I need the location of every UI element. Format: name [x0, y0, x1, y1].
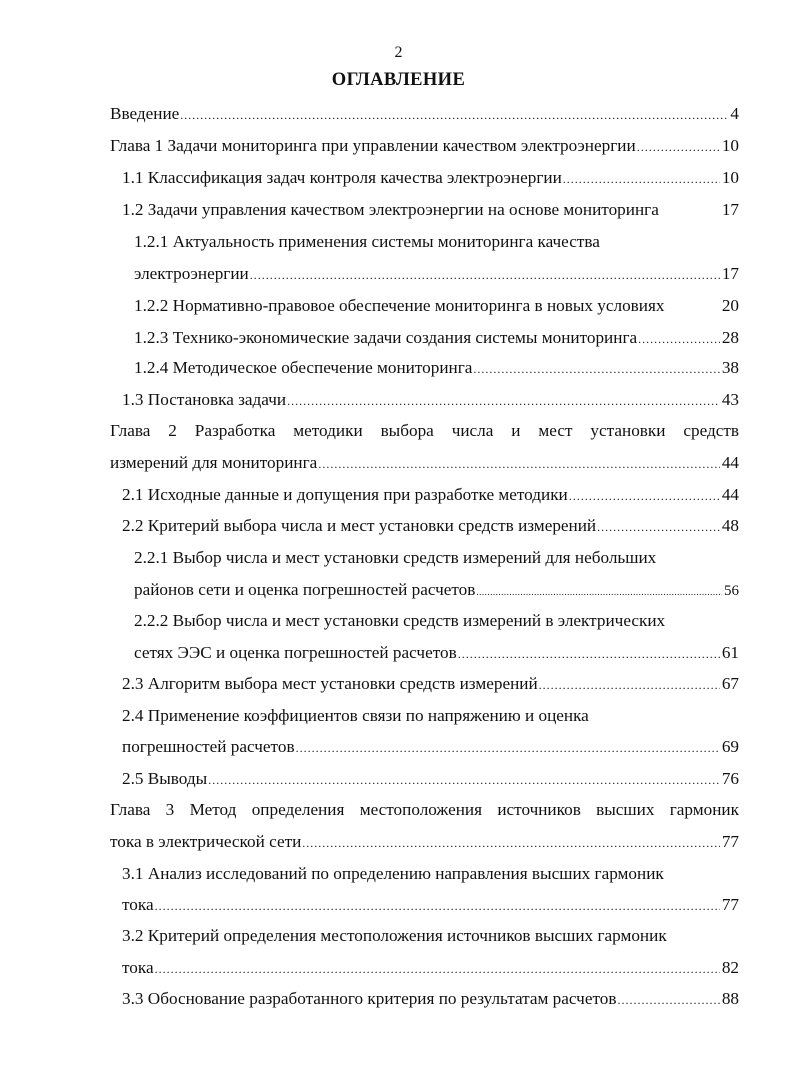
toc-entry-page: 10: [721, 136, 739, 155]
toc-entry-1-2-4[interactable]: [134, 355, 739, 381]
dot-leader: [539, 672, 720, 698]
toc-entry-page: 77: [721, 832, 739, 851]
toc-entry-title: 2.2.1 Выбор числа и мест установки средств измерений для небольших: [134, 548, 657, 567]
toc-entry-title: Глава 3 Метод определения местоположения источников высших гармоник: [110, 800, 739, 819]
toc-entry-page: 44: [721, 453, 739, 472]
toc-entry-1-2-2[interactable]: [134, 293, 739, 319]
toc-entry-title-cont: сетях ЭЭС и оценка погрешностей расчетов: [134, 643, 457, 662]
toc-entry-title: 3.1 Анализ исследований по определению направления высших гармоник: [122, 864, 664, 883]
toc-entry-2-1[interactable]: [122, 482, 739, 508]
toc-entry-title: 2.5 Выводы: [122, 769, 208, 788]
dot-leader: [302, 830, 720, 856]
dot-leader: [473, 356, 719, 382]
toc-entry-page: 61: [721, 643, 739, 662]
toc-entry-title: 1.1 Классификация задач контроля качества электроэнергии: [122, 168, 562, 187]
toc-entry-page: 88: [721, 989, 739, 1008]
toc-entry-chapter-3-cont[interactable]: [110, 829, 739, 855]
toc-entry-page: 48: [721, 516, 739, 535]
dot-leader: [287, 388, 720, 414]
dot-leader: [476, 579, 722, 605]
toc-entry-page: 17: [721, 264, 739, 283]
toc-entry-page: 77: [721, 895, 739, 914]
toc-entry-title-cont: тока в электрической сети: [110, 832, 302, 851]
toc-entry-1-3[interactable]: [122, 387, 739, 413]
toc-entry-2-4-cont[interactable]: [122, 734, 739, 760]
toc-entry-page: 10: [721, 168, 739, 187]
dot-leader: [155, 893, 720, 919]
toc-entry-title: 2.3 Алгоритм выбора мест установки средств измерений: [122, 674, 538, 693]
dot-leader: [638, 326, 720, 352]
toc-entry-2-2-2-cont[interactable]: [134, 640, 739, 666]
toc-entry-3-1[interactable]: [122, 861, 739, 887]
toc-entry-title: 1.2.1 Актуальность применения системы мониторинга качества: [134, 232, 600, 251]
toc-entry-page: 69: [721, 737, 739, 756]
toc-entry-title: 3.2 Критерий определения местоположения источников высших гармоник: [122, 926, 667, 945]
toc-entry-title: 2.4 Применение коэффициентов связи по напряжению и оценка: [122, 706, 589, 725]
toc-entry-3-2-cont[interactable]: [122, 955, 739, 981]
toc-entry-chapter-3[interactable]: [110, 797, 739, 823]
toc-entry-2-2[interactable]: [122, 513, 739, 539]
toc-entry-title: Введение: [110, 104, 180, 123]
toc-entry-2-2-1-cont[interactable]: [134, 577, 739, 603]
toc-entry-3-3[interactable]: [122, 986, 739, 1012]
dot-leader: [617, 987, 719, 1013]
page-title: ОГЛАВЛЕНИЕ: [331, 70, 466, 90]
toc-entry-page: 43: [721, 390, 739, 409]
dot-leader: [458, 641, 720, 667]
toc-entry-page: 67: [721, 674, 739, 693]
toc-entry-page: 38: [721, 358, 739, 377]
toc-entry-page: 28: [721, 328, 739, 347]
toc-entry-3-2[interactable]: [122, 923, 739, 949]
toc-entry-page: 56: [724, 583, 739, 599]
toc-entry-page: 20: [721, 296, 739, 315]
toc-entry-1-2-1-cont[interactable]: [134, 261, 739, 287]
dot-leader: [296, 735, 720, 761]
toc-entry-title-cont: электроэнергии: [134, 264, 249, 283]
toc-entry-title: 1.2.2 Нормативно-правовое обеспечение мониторинга в новых условиях: [134, 296, 665, 315]
dot-leader: [637, 134, 720, 160]
toc-entry-title: 2.1 Исходные данные и допущения при разработке методики: [122, 485, 568, 504]
page-number: 2: [394, 44, 403, 61]
toc-entry-title-cont: тока: [122, 895, 154, 914]
toc-entry-2-2-2[interactable]: [134, 608, 739, 634]
dot-leader: [155, 956, 720, 982]
dot-leader: [180, 102, 728, 128]
toc-entry-2-4[interactable]: [122, 703, 739, 729]
toc-entry-title-cont: районов сети и оценка погрешностей расчетов: [134, 580, 476, 599]
toc-entry-title: Глава 2 Разработка методики выбора числа и мест установки средств: [110, 421, 739, 440]
dot-leader: [563, 166, 720, 192]
dot-leader: [208, 767, 720, 793]
dot-leader: [569, 483, 720, 509]
toc-entry-3-1-cont[interactable]: [122, 892, 739, 918]
dot-leader: [318, 451, 720, 477]
toc-entry-page: 44: [721, 485, 739, 504]
toc-entry-title: 1.2.3 Технико-экономические задачи создания системы мониторинга: [134, 328, 638, 347]
toc-entry-title-cont: тока: [122, 958, 154, 977]
toc-entry-title: 1.2.4 Методическое обеспечение мониторинга: [134, 358, 473, 377]
toc-entry-page: 4: [730, 104, 739, 123]
toc-entry-title: 3.3 Обоснование разработанного критерия по результатам расчетов: [122, 989, 617, 1008]
toc-entry-chapter-2-cont[interactable]: [110, 450, 739, 476]
toc-entry-chapter-1[interactable]: [110, 133, 739, 159]
dot-leader: [597, 514, 720, 540]
toc-entry-title: 1.3 Постановка задачи: [122, 390, 287, 409]
toc-entry-1-2-3[interactable]: [134, 325, 739, 351]
toc-entry-1-1[interactable]: [122, 165, 739, 191]
toc-entry-2-3[interactable]: [122, 671, 739, 697]
toc-entry-1-2[interactable]: [122, 197, 739, 223]
toc-entry-page: 17: [721, 200, 739, 219]
toc-entry-title: 2.2 Критерий выбора числа и мест установки средств измерений: [122, 516, 597, 535]
toc-entry-page: 76: [721, 769, 739, 788]
toc-entry-title: Глава 1 Задачи мониторинга при управлении качеством электроэнергии: [110, 136, 636, 155]
toc-entry-1-2-1[interactable]: [134, 229, 739, 255]
toc-entry-2-5[interactable]: [122, 766, 739, 792]
toc-entry-page: 82: [721, 958, 739, 977]
toc-entry-2-2-1[interactable]: [134, 545, 739, 571]
toc-entry-title: 2.2.2 Выбор числа и мест установки средств измерений в электрических: [134, 611, 666, 630]
dot-leader: [250, 262, 720, 288]
toc-entry-title: 1.2 Задачи управления качеством электроэнергии на основе мониторинга: [122, 200, 659, 219]
toc-entry-title-cont: погрешностей расчетов: [122, 737, 295, 756]
toc-entry-title-cont: измерений для мониторинга: [110, 453, 318, 472]
toc-entry-introduction[interactable]: [110, 101, 739, 127]
toc-entry-chapter-2[interactable]: [110, 418, 739, 444]
